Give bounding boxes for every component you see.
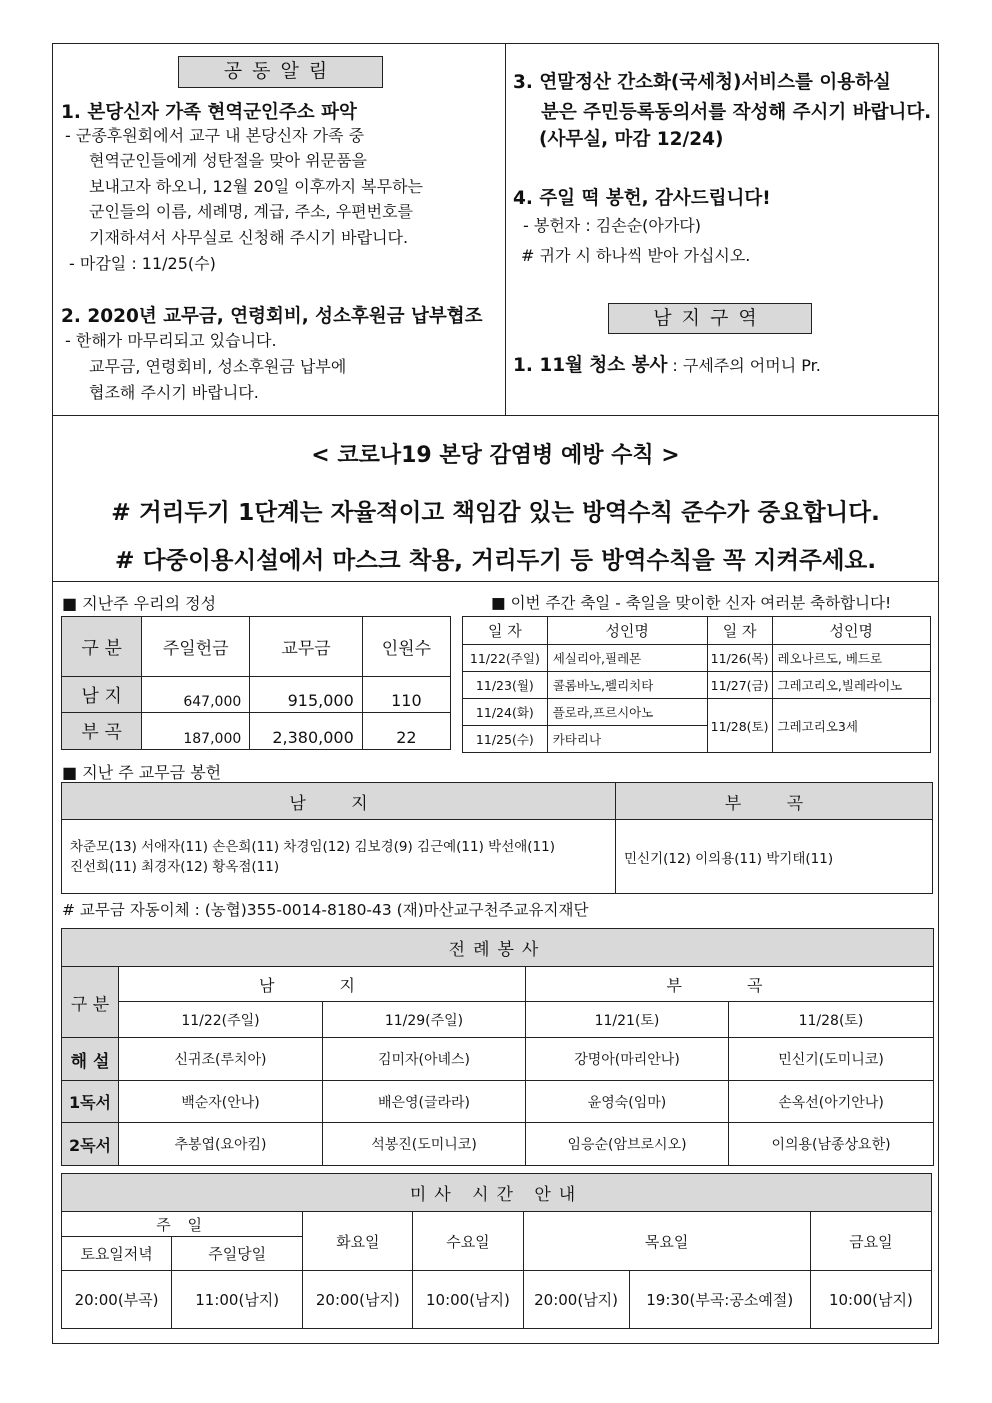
mass-table [61,1173,932,1329]
notice-item4-note: # 귀가 시 하나씩 받아 가십시오. [521,246,751,265]
dues-table [61,782,933,894]
mass-thu: 목요일 [523,1212,810,1271]
liturgy-name: 이의용(남종상요한) [729,1123,934,1166]
feast-saints: 카타리나 [547,726,707,753]
mass-title: 미사 시간 안내 [62,1174,932,1212]
liturgy-name: 백순자(안나) [119,1081,323,1123]
offering-row-sunday: 647,000 [142,677,250,713]
offering-section-title: ■ 지난주 우리의 정성 [62,594,217,613]
feast-date: 11/25(수) [463,726,548,753]
liturgy-name: 김미자(아녜스) [323,1038,526,1081]
liturgy-row [62,1081,934,1123]
notice-header: 공동알림 [178,56,383,88]
notice-item1-line: 군인들의 이름, 세례명, 계급, 주소, 우편번호를 [89,202,413,221]
notice-item1-title: 1. 본당신자 가족 현역군인주소 파악 [61,102,357,123]
district-header: 남지구역 [608,303,812,334]
top-section-divider [53,415,938,416]
offering-row-sunday: 187,000 [142,713,250,750]
notice-item4-donor: - 봉헌자 : 김손순(아가다) [523,216,702,235]
dues-bugok-header: 부 곡 [616,783,933,820]
liturgy-name: 임응순(암브로시오) [526,1123,729,1166]
liturgy-category: 구 분 [62,967,119,1038]
offering-header-count: 인원수 [362,617,450,677]
feast-header-saint: 성인명 [547,617,707,645]
mass-tue: 화요일 [303,1212,413,1271]
liturgy-name: 민신기(도미니코) [729,1038,934,1081]
district-item-title: 1. 11월 청소 봉사 [513,355,668,376]
dues-namji-header: 남 지 [62,783,616,820]
feast-date: 11/27(금) [707,672,772,699]
feast-date: 11/28(토) [707,699,772,753]
feast-date: 11/24(화) [463,699,548,726]
notice-item2-line: 협조해 주시기 바랍니다. [89,383,259,402]
dues-namji-line: 차준모(13) 서애자(11) 손은희(11) 차경임(12) 김보경(9) 김근예(11) 박선애(11) [70,838,556,855]
liturgy-date: 11/22(주일) [119,1002,323,1038]
offering-row-name: 부 곡 [62,713,142,750]
mass-sat-eve: 토요일저녁 [62,1237,172,1271]
mass-time: 20:00(부곡) [62,1271,172,1329]
offering-row-count: 22 [362,713,450,750]
liturgy-bugok: 부 곡 [526,967,934,1002]
liturgy-role: 2독서 [62,1123,119,1166]
liturgy-role: 해 설 [62,1038,119,1081]
liturgy-row [62,1123,934,1166]
feast-saints: 레오나르도, 베드로 [772,645,930,672]
liturgy-date: 11/29(주일) [323,1002,526,1038]
liturgy-date: 11/21(토) [526,1002,729,1038]
notice-item1-line: 보내고자 하오니, 12월 20일 이후까지 복무하는 [89,177,423,196]
liturgy-role: 1독서 [62,1081,119,1123]
mass-sunday: 주 일 [62,1212,303,1237]
mass-sun-day: 주일당일 [172,1237,303,1271]
dues-namji-line: 진선희(11) 최경자(12) 황옥점(11) [70,858,280,875]
liturgy-date: 11/28(토) [729,1002,934,1038]
mass-time: 11:00(남지) [172,1271,303,1329]
liturgy-row [62,1038,934,1081]
feast-row [463,672,931,699]
feast-section-title: ■ 이번 주간 축일 - 축일을 맞이한 신자 여러분 축하합니다! [491,594,892,612]
feast-saints: 콜롬바노,펠리치타 [547,672,707,699]
feast-date: 11/22(주일) [463,645,548,672]
notice-item2-line: - 한해가 마무리되고 있습니다. [65,331,277,350]
feast-header-saint: 성인명 [772,617,930,645]
offering-header-category: 구 분 [62,617,142,677]
liturgy-name: 신귀조(루치아) [119,1038,323,1081]
offering-row-dues: 2,380,000 [250,713,363,750]
notice-item3-line: 3. 연말정산 간소화(국세청)서비스를 이용하실 [513,72,891,93]
notice-item4-title: 4. 주일 떡 봉헌, 감사드립니다! [513,188,771,209]
feast-row [463,645,931,672]
covid-line1: # 거리두기 1단계는 자율적이고 책임감 있는 방역수칙 준수가 중요합니다. [111,498,880,526]
liturgy-name: 추봉엽(요아킴) [119,1123,323,1166]
mass-time: 10:00(남지) [413,1271,523,1329]
feast-table [462,616,931,753]
feast-date: 11/23(월) [463,672,548,699]
offering-header-sunday: 주일헌금 [142,617,250,677]
dues-account: # 교무금 자동이체 : (농협)355-0014-8180-43 (재)마산교구천주교유지재단 [62,901,589,919]
covid-line2: # 다중이용시설에서 마스크 착용, 거리두기 등 방역수칙을 꼭 지켜주세요. [114,546,877,574]
notice-item3-line: 분은 주민등록동의서를 작성해 주시기 바랍니다. [541,102,932,123]
feast-saints: 플로라,프르시아노 [547,699,707,726]
mass-times-row [62,1271,932,1329]
district-item [513,351,821,379]
liturgy-title: 전례봉사 [62,929,934,967]
column-divider [505,44,506,415]
offering-row-name: 남 지 [62,677,142,713]
feast-row [463,699,931,726]
notice-item1-deadline: - 마감일 : 11/25(수) [69,254,216,273]
mass-fri: 금요일 [810,1212,931,1271]
liturgy-name: 손옥선(아기안나) [729,1081,934,1123]
dues-section-title: ■ 지난 주 교무금 봉헌 [62,763,222,782]
liturgy-name: 석봉진(도미니코) [323,1123,526,1166]
liturgy-name: 배은영(글라라) [323,1081,526,1123]
feast-header-date: 일 자 [707,617,772,645]
liturgy-table [61,928,934,1166]
offering-row [62,713,451,750]
feast-saints: 그레고리오,빌레라이노 [772,672,930,699]
mass-time: 20:00(남지) [303,1271,413,1329]
notice-item2-title: 2. 2020년 교무금, 연령회비, 성소후원금 납부협조 [61,306,483,327]
feast-header-date: 일 자 [463,617,548,645]
offering-row-dues: 915,000 [250,677,363,713]
district-item-text: : 구세주의 어머니 Pr. [672,356,821,375]
notice-item1-line: 현역군인들에게 성탄절을 맞아 위문품을 [89,151,368,170]
dues-bugok-names: 민신기(12) 이의용(11) 박기태(11) [616,820,933,894]
mass-wed: 수요일 [413,1212,523,1271]
covid-title: < 코로나19 본당 감염병 예방 수칙 > [311,443,680,468]
liturgy-namji: 남 지 [119,967,526,1002]
offering-row [62,677,451,713]
offering-row-count: 110 [362,677,450,713]
mass-time: 10:00(남지) [810,1271,931,1329]
liturgy-name: 윤영숙(임마) [526,1081,729,1123]
covid-divider [53,581,938,582]
offering-table [61,616,451,750]
feast-date: 11/26(목) [707,645,772,672]
notice-item2-line: 교무금, 연령회비, 성소후원금 납부에 [89,357,347,376]
offering-header-dues: 교무금 [250,617,363,677]
notice-item1-line: 기재하셔서 사무실로 신청해 주시기 바랍니다. [89,228,409,247]
mass-time: 19:30(부곡:공소예절) [629,1271,810,1329]
liturgy-name: 강명아(마리안나) [526,1038,729,1081]
notice-item3-line: (사무실, 마감 12/24) [539,129,724,150]
feast-saints: 세실리아,필레몬 [547,645,707,672]
dues-namji-names [62,820,616,894]
feast-saints: 그레고리오3세 [772,699,930,753]
mass-time: 20:00(남지) [523,1271,629,1329]
notice-item1-line: - 군종후원회에서 교구 내 본당신자 가족 중 [65,126,365,145]
